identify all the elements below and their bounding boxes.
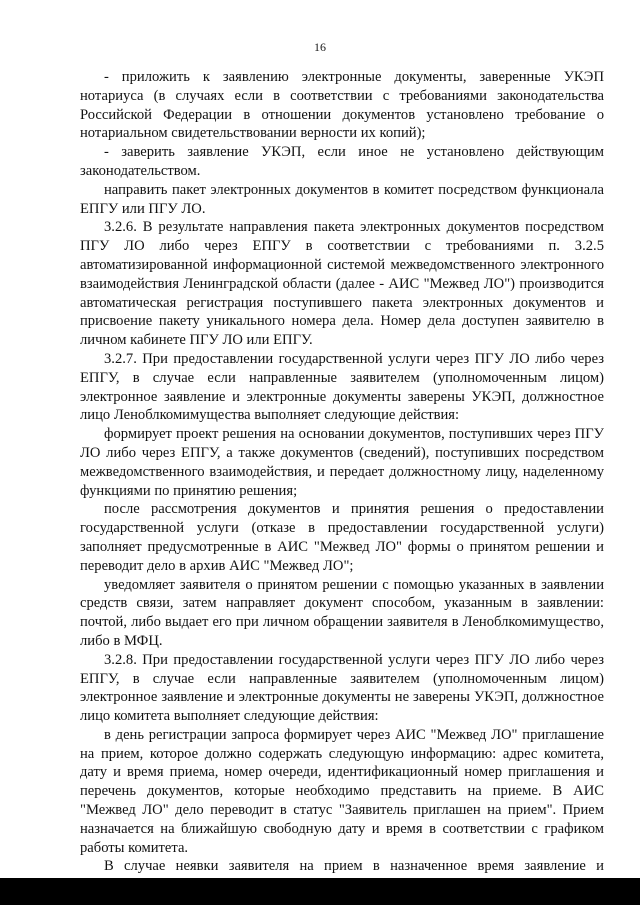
paragraph: 3.2.6. В результате направления пакета электронных документов посредством ПГУ ЛО либо через ЕПГУ в соответствии с требованиями п. 3.2.5 автоматизированной информационной системой межведомственного электронного взаимодействия Ленинградской области (далее - АИС "Межвед ЛО") производится автоматическая регистрация поступившего пакета электронных документов и присвоение пакету уникального номера дела. Номер дела доступен заявителю в личном кабинете ПГУ ЛО или ЕПГУ. [80,219,604,349]
paragraph: в день регистрации запроса формирует через АИС "Межвед ЛО" приглашение на прием, которое должно содержать следующую информацию: адрес комитета, дату и время приема, номер очереди, идентификационный номер приглашения и перечень документов, которые необходимо представить на приеме. В АИС "Межвед ЛО" дело переводит в статус "Заявитель приглашен на прием". Прием назначается на ближайшую свободную дату и время в соответствии с графиком работы комитета. [80,726,604,856]
paragraph: 3.2.8. При предоставлении государственной услуги через ПГУ ЛО либо через ЕПГУ, в случае если направленные заявителем (уполномоченным лицом) электронное заявление и электронные документы не заверены УКЭП, должностное лицо комитета выполняет следующие действия: [80,651,604,725]
paragraph: после рассмотрения документов и принятия решения о предоставлении государственной услуги (отказе в предоставлении государственной услуги) заполняет предусмотренные в АИС "Межвед ЛО" формы о принятом решении и переводит дело в архив АИС "Межвед ЛО"; [80,501,604,574]
paragraph: В случае неявки заявителя на прием в назначенное время заявление и [104,858,604,875]
scan-bottom-edge [0,878,640,905]
paragraph: направить пакет электронных документов в комитет посредством функционала ЕПГУ или ПГУ ЛО. [80,181,604,217]
paragraph: - заверить заявление УКЭП, если иное не установлено действующим законодательством. [80,144,604,179]
page-number: 16 [314,40,326,54]
paragraph: - приложить к заявлению электронные документы, заверенные УКЭП нотариуса (в случаях если в соответствии с требованиями законодательства Российской Федерации в отношении документов установлено требование о нотариальном свидетельствовании верности их копий); [80,69,604,142]
document-body [80,68,604,895]
paragraph: 3.2.7. При предоставлении государственной услуги через ПГУ ЛО либо через ЕПГУ, в случае если направленные заявителем (уполномоченным лицом) электронное заявление и электронные документы заверены УКЭП, должностное лицо Леноблкомимущества выполняет следующие действия: [80,350,604,424]
paragraph: уведомляет заявителя о принятом решении с помощью указанных в заявлении средств связи, затем направляет документ способом, указанным в заявлении: почтой, либо выдает его при личном обращении заявителя в Леноблкомимущество, либо в МФЦ. [80,576,604,649]
paragraph: формирует проект решения на основании документов, поступивших через ПГУ ЛО либо через ЕПГУ, а также документов (сведений), поступивших посредством межведомственного взаимодействия, и передает должностному лицу, наделенному функциями по принятию решения; [80,426,604,499]
